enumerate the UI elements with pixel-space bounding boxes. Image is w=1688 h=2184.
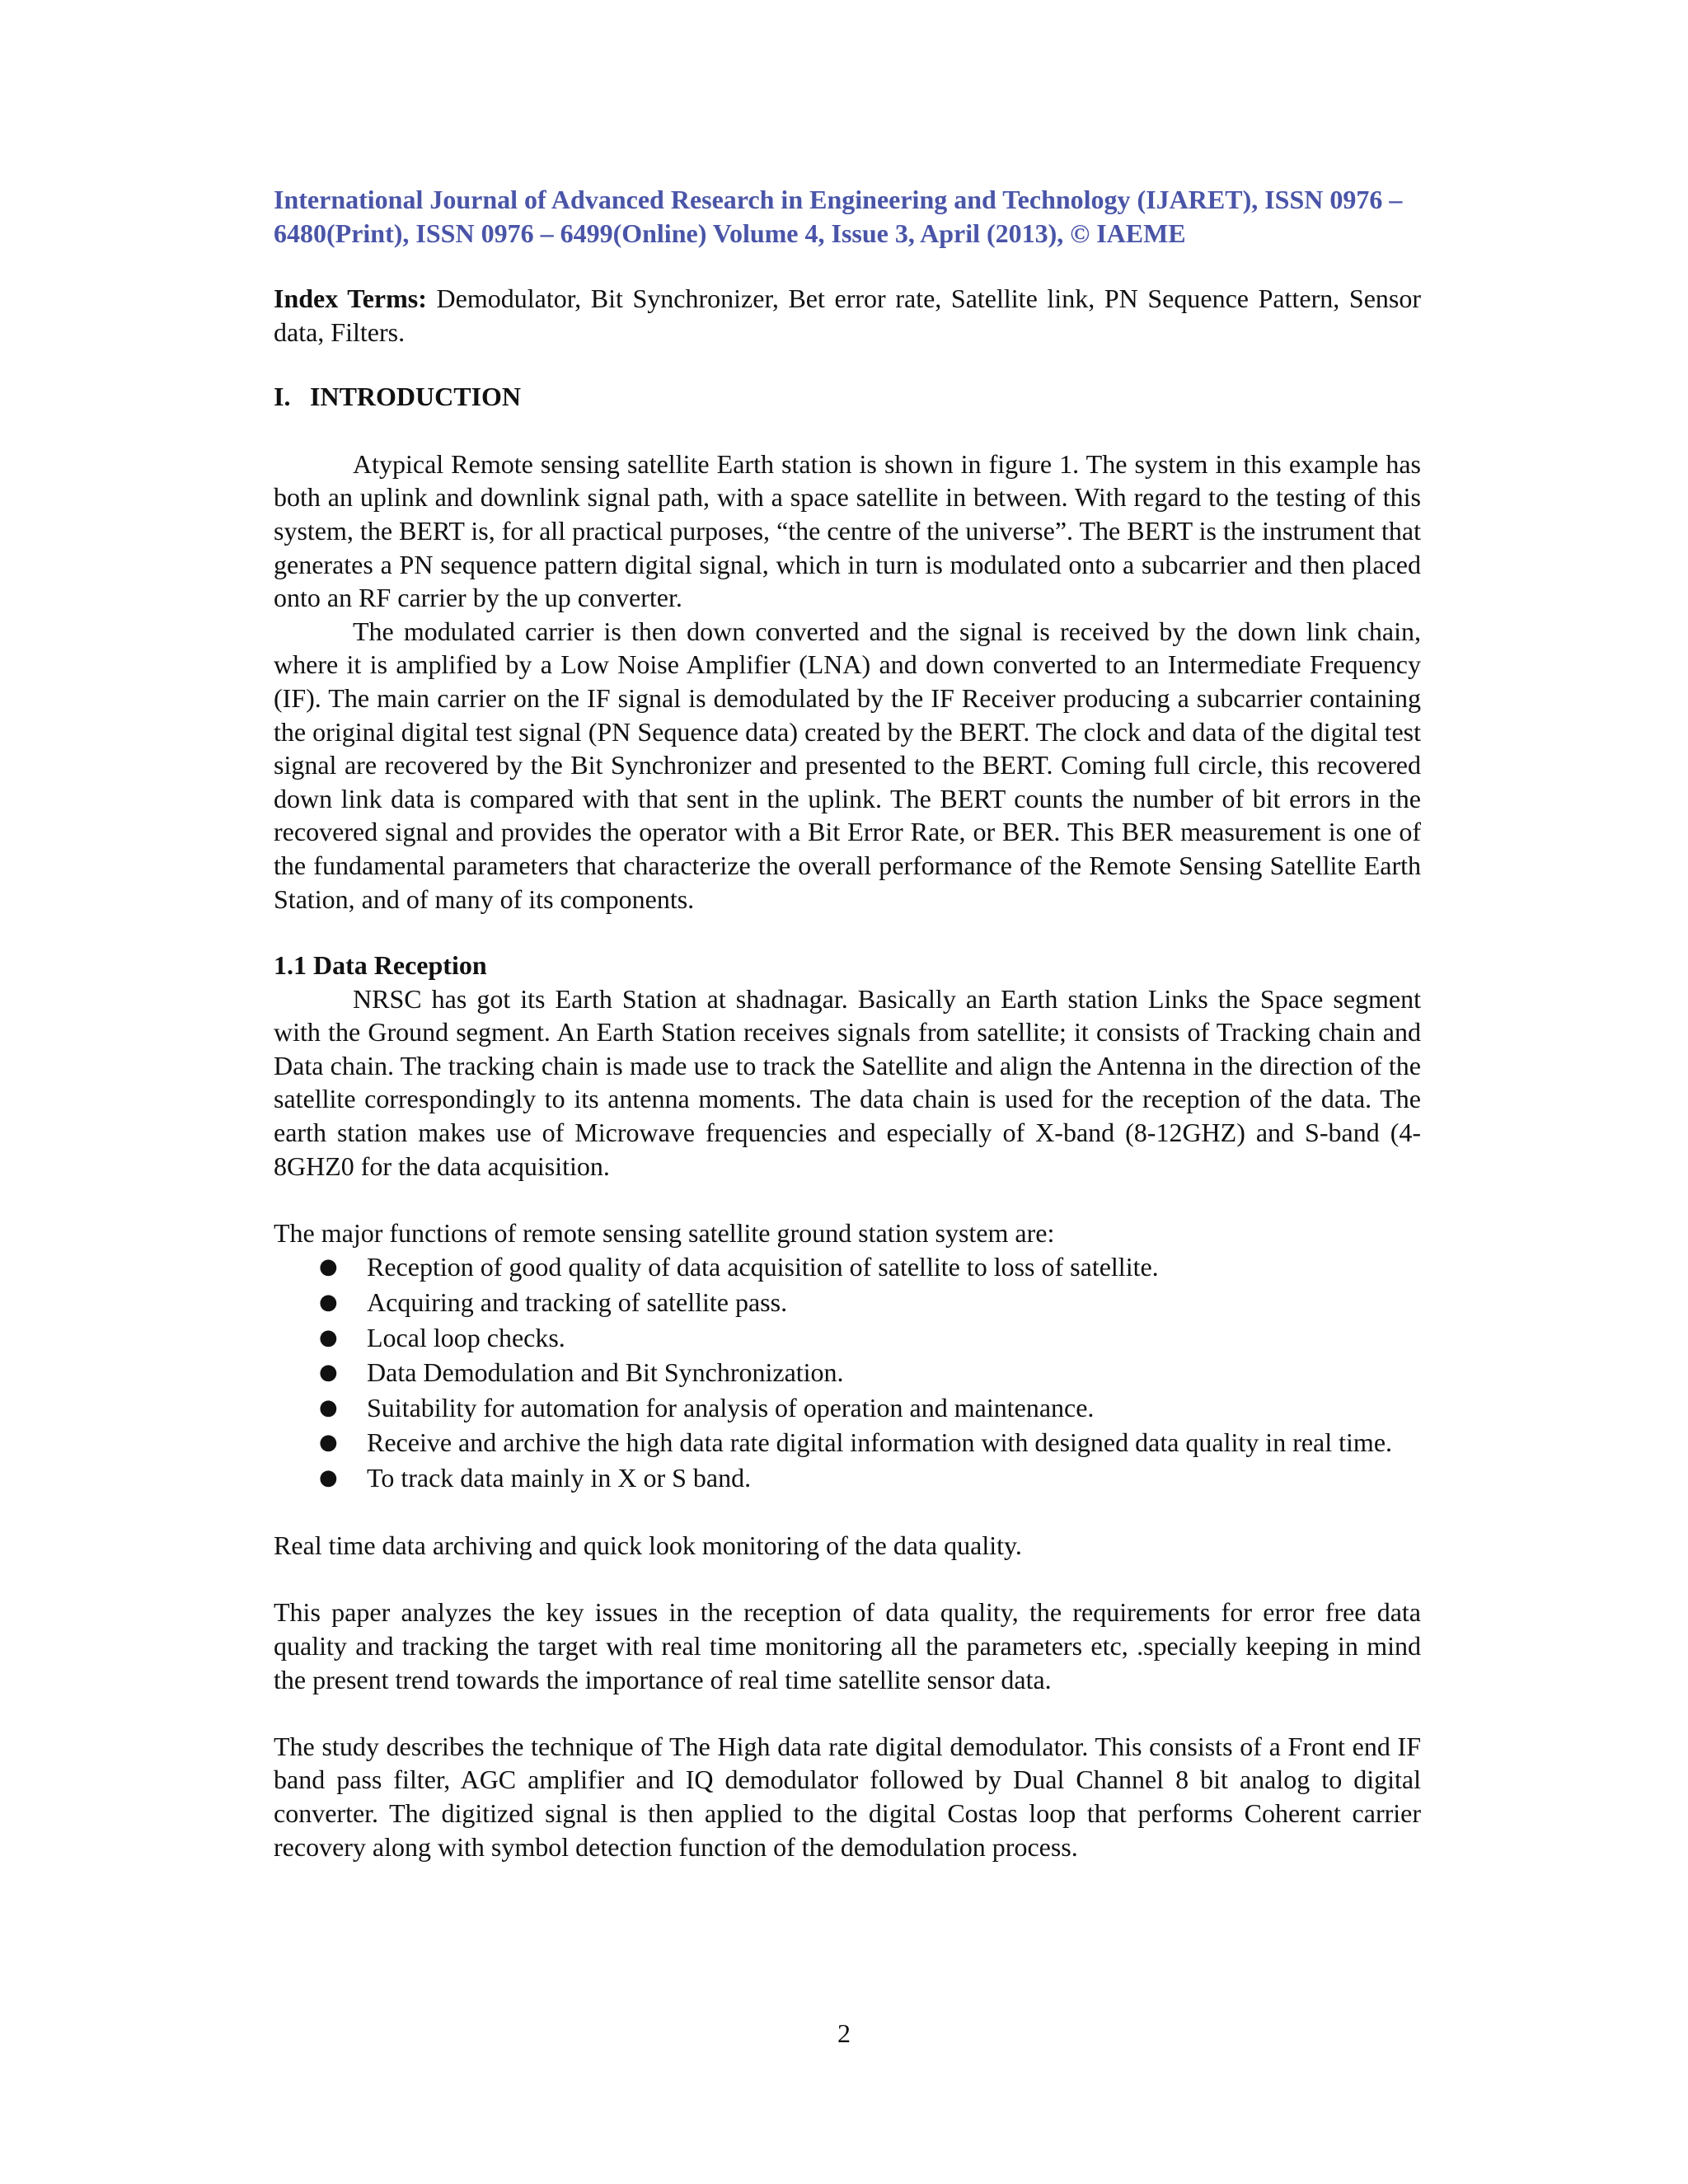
list-item [274,1425,1421,1460]
section-heading-introduction [274,380,1421,414]
list-item-text: Data Demodulation and Bit Synchronization. [367,1357,844,1388]
index-terms-label: Index Terms: [274,284,427,313]
section-title: INTRODUCTION [310,382,522,412]
archiving-line: Real time data archiving and quick look monitoring of the data quality. [274,1530,1022,1561]
section-number: I. [274,382,291,412]
list-item [274,1249,1421,1285]
functions-list [274,1249,1421,1495]
bullet-icon: ● [319,1254,338,1280]
intro-paragraph-1: Atypical Remote sensing satellite Earth station is shown in figure 1. The system in this example has both an uplink and downlink signal path, with a space satellite in between. With regard to the testing of this system, the BERT is, for all practical purposes, “the centre of the universe”. The BERT is the instrument that generates a PN sequence pattern digital signal, which in turn is modulated onto a subcarrier and then placed onto an RF carrier by the up converter. [274,448,1421,613]
page-content [274,183,1421,1863]
list-item-text: To track data mainly in X or S band. [367,1463,752,1493]
bullet-icon: ● [319,1394,338,1420]
spacer [274,1183,1421,1216]
list-item-text: Acquiring and tracking of satellite pass. [367,1287,788,1318]
bullet-icon: ● [319,1360,338,1385]
spacer [274,1563,1421,1596]
list-item [274,1355,1421,1390]
index-terms [274,282,1421,349]
analysis-paragraph: This paper analyzes the key issues in the reception of data quality, the requirements for error free data quality and tracking the target with real time monitoring all the parameters etc, .specially keeping in mind the present trend towards the importance of real time satellite sensor data. [274,1597,1421,1694]
list-item-text: Reception of good quality of data acquisition of satellite to loss of satellite. [367,1252,1159,1282]
intro-paragraph-2: The modulated carrier is then down converted and the signal is received by the down link chain, where it is amplified by a Low Noise Amplifier (LNA) and down converted to an Intermediate Frequency (IF). The main carrier on the IF signal is demodulated by the IF Receiver producing a subcarrier containing the original digital test signal (PN Sequence data) created by the BERT. The clock and data of the digital test signal are recovered by the Bit Synchronizer and presented to the BERT. Coming full circle, this recovered down link data is compared with that sent in the uplink. The BERT counts the number of bit errors in the recovered signal and provides the operator with a Bit Error Rate, or BER. This BER measurement is one of the fundamental parameters that characterize the overall performance of the Remote Sensing Satellite Earth Station, and of many of its components. [274,616,1421,914]
spacer [274,1496,1421,1530]
list-item-text: Suitability for automation for analysis of operation and maintenance. [367,1392,1095,1422]
list-item [274,1285,1421,1320]
index-terms-text: Demodulator, Bit Synchronizer, Bet error rate, Satellite link, PN Sequence Pattern, Sensor data, Filters. [274,284,1422,347]
list-item-text: Receive and archive the high data rate digital information with designed data quality in real time. [367,1427,1393,1458]
spacer [274,1696,1421,1730]
list-item [274,1460,1421,1496]
data-reception-paragraph: NRSC has got its Earth Station at shadnagar. Basically an Earth station Links the Space segment with the Ground segment. An Earth Station receives signals from satellite; it consists of Tracking chain and Data chain. The tracking chain is made use to track the Satellite and align the Antenna in the direction of the satellite correspondingly to its antenna moments. The data chain is used for the reception of the data. The earth station makes use of Microwave frequencies and especially of X-band (8-12GHZ) and S-band (4-8GHZ0 for the data acquisition. [274,983,1421,1181]
list-item [274,1320,1421,1356]
page-number: 2 [837,2018,851,2048]
functions-intro: The major functions of remote sensing satellite ground station system are: [274,1217,1055,1248]
list-item-text: Local loop checks. [367,1322,565,1352]
list-item [274,1390,1421,1426]
bullet-icon: ● [319,1430,338,1455]
bullet-icon: ● [319,1324,338,1350]
journal-header: International Journal of Advanced Research in Engineering and Technology (IJARET), ISSN 0976 – 6480(Print), ISSN 0976 – 6499(Online) Volume 4, Issue 3, April (2013), © IAEME [274,185,1403,248]
subsection-heading-data-reception: 1.1 Data Reception [274,950,487,981]
bullet-icon: ● [319,1465,338,1490]
study-paragraph: The study describes the technique of The High data rate digital demodulator. This consists of a Front end IF band pass filter, AGC amplifier and IQ demodulator followed by Dual Channel 8 bit analog to digital converter. The digitized signal is then applied to the digital Costas loop that performs Coherent carrier recovery along with symbol detection function of the demodulation process. [274,1731,1421,1862]
bullet-icon: ● [319,1290,338,1315]
